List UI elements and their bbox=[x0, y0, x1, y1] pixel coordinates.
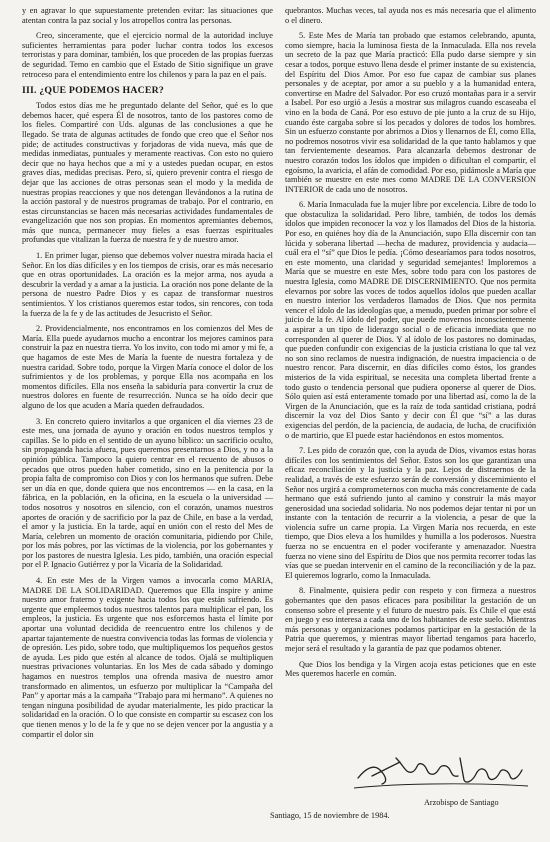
paragraph: 8. Finalmente, quisiera pedir con respeto y con firmeza a nuestros gobernantes que den pasos eficaces para posibilitar la gestación de un consenso sobre el presente y el futuro de nuestro país. Es Chile el que está en juego y eso interesa a cada uno de los habitantes de este suelo. Mientras más personas y organizaciones podamos participar en la gestación de la Patria que queremos, y mientras mayor libertad tengamos para hacerlo, mejor será el resultado y la garantía de paz que podamos obtener. bbox=[285, 586, 536, 653]
right-column bbox=[285, 6, 536, 745]
left-column bbox=[22, 6, 273, 745]
paragraph: 2. Providencialmente, nos encontramos en los comienzos del Mes de María. Ella puede ayudarnos mucho a encontrar los mejores caminos para construir la paz en nuestra tierra. Yo los invito, con todo mi amor y mi fe, a que hagamos de este Mes de María la fuente de nuestra fortaleza y de nuestra caridad. Sobre todo, porque la Virgen María conoce el dolor de los sufrimientos y de los problemas, y porque Ella nos acompaña en los momentos difíciles. Ella nos enseña la sabiduría para convertir la cruz de nuestros dolores en fuente de resurrección. Nunca se ha oído decir que alguno de los que acuden a María queden defraudados. bbox=[22, 324, 273, 410]
paragraph: 7. Les pido de corazón que, con la ayuda de Dios, vivamos estas horas difíciles con los sentimientos del Señor. Estos son los que garantizan una eficaz reconciliación y la justicia y la paz. Lejos de distraernos de la realidad, a través de este esfuerzo serán de conversión y discernimiento el Señor nos urgirá a comprometernos con mucha más concretamente de cada hermano que está sufriendo junto al camino y construir la más mayor generosidad una sociedad solidaria. No nos podemos dejar tentar ni por un instante con la tentación de recurrir a la violencia, a pesar de que la violencia sufre un carne propia. La Virgen María nos recuerda, en este tiempo, que Dios eleva a los humildes y humilla a los poderosos. Nuestra fuerza no se encuentra en el poder vociferante y amenazador. Nuestra fuerza no viene sino del Espíritu de Dios que nos permita recorrer todas las vías que se puedan intervenir en el camino de la reconciliación y de la paz. El quieremos lograrlo, como la Inmaculada. bbox=[285, 446, 536, 580]
section-heading: III. ¿QUE PODEMOS HACER? bbox=[22, 85, 164, 97]
handwritten-signature bbox=[352, 748, 532, 794]
signature-block bbox=[282, 748, 533, 808]
paragraph: Creo, sinceramente, que el ejercicio normal de la autoridad incluye suficientes herramientas para poder luchar contra todos los excesos terroristas y para dominar, también, los que proceden de las propias fuerzas de seguridad. Temo en cambio que el Estado de Sitio signifique un grave retroceso para el entendimiento entre los chilenos y para la paz en el país. bbox=[22, 31, 273, 79]
paragraph: Que Dios los bendiga y la Virgen acoja estas peticiones que en este Mes queremos hacerle en común. bbox=[285, 659, 536, 679]
paragraph: 1. En primer lugar, pienso que debemos volver nuestra mirada hacia el Señor. En los días difíciles y en los tiempos de crisis, orar es más necesario que en otras oportunidades. La oración es la mejor arma, nos ayuda a descubrir la verdad y a amar a la justicia. La oración nos pone delante de la persona de nuestro Padre Dios y es capaz de transformar nuestros sentimientos. Y los cristianos queremos estar todos, sin rencores, con toda la fuerza de la fe y de las actitudes de Jesucristo el Señor. bbox=[22, 251, 273, 318]
paragraph: quebrantos. Muchas veces, tal ayuda nos es más necesaria que el alimento o el dinero. bbox=[285, 6, 536, 25]
paragraph: y en agravar lo que supuestamente pretenden evitar: las situaciones que atentan contra la paz social y los atropellos contra las personas. bbox=[22, 6, 273, 25]
paragraph: 4. En este Mes de la Virgen vamos a invocarla como MARIA, MADRE DE LA SOLIDARIDAD. Queremos que Ella inspire y anime nuestro amor fraterno y exigente hacia todos los que están sufriendo. Es urgente que empleemos todos nuestros talentos para multiplicar el pan, los empleos, la justicia. Es urgente que nos esforcemos hasta el límite por aportar una voluntad decidida de reencuentro entre los chilenos y de apartar tajantemente de nuestra convivencia todas las formas de violencia y de opresión. Les pido, sobre todo, que multipliquemos los pequeños gestos de ayuda. Les pido que estén al alcance de todos. Ojalá se multipliquen nuestras privaciones voluntarias. En los Mes de cada sábado y domingo hagamos en nuestros templos una ofrenda masiva de nuestro amor transformado en alimentos, un esfuerzo por multiplicar la “Campaña del Pan” y aportar más a la campaña “Trabajo para mi hermano”. A quienes no tengan ninguna posibilidad de ayudar materialmente, les pido practicar la solidaridad en la oración. O lo que consiste en compartir su escasez con los que tienen menos y lo de la fe y que no se dejen vencer por la angustia y a compartir el dolor sin bbox=[22, 576, 273, 739]
signature-title: Arzobispo de Santiago bbox=[424, 798, 499, 807]
two-column-body bbox=[22, 6, 536, 745]
paragraph: 3. En concreto quiero invitarlos a que organicen el día viernes 23 de este mes, una jornada de ayuno y oración en todos nuestros templos y capillas. Se lo pido en el sentido de un ayuno bíblico: un sacrificio oculto, sin propaganda hacia afuera, pues queremos presentarnos a Dios, y no a la opinión pública. Tampoco la quiero centrar en el recuento de abusos o pecados que otros pueden haber cometido, sino en la penitencia por la propia falta de compromiso con Dios y con los hermanos que sufren. Debe ser un día en que, donde quiera que nos encontremos — en la casa, en la fábrica, en la población, en la oficina, en la escuela o la universidad — todos nosotros y nosotros en silencio, con el corazón, unamos nuestros aportes de oración y de sacrificio por la paz de Chile, en base a la verdad, el amor y la justicia. En la tarde, aquí en unión con el resto del Mes de María, celebren un momento de oración comunitaria, pidiendo por Chile, por los más pobres, por las víctimas de la violencia, por los gobernantes y por los pastores de nuestra Iglesia. Les pido, también, una oración especial por el P. Ignacio Gutiérrez y por la Vicaría de la Solidaridad. bbox=[22, 416, 273, 570]
place-date: Santiago, 15 de noviembre de 1984. bbox=[270, 811, 390, 820]
paragraph: Todos estos días me he preguntado delante del Señor, qué es lo que debemos hacer, qué espera Él de nosotros, tanto de los pastores como de los fieles. Compartiré con Uds. algunas de las conclusiones a que he llegado. Se trata de algunas actitudes de fondo que creo que el Señor nos pide; de actitudes constructivas y forjadoras de vida nueva, más que de medidas inmediatas, puntuales y meramente reactivas. Con esto no quiero decir que no haya hechos que a mí y a ustedes puedan ocupar, en estos graves días, medidas precisas. Pero, sí, quiero prevenir contra el riesgo de dejar que las acciones de otras personas sean el modo y la medida de nuestras propias reacciones y que nos detengan llevándonos a la rutina de la acción pastoral y de nuestros programas de trabajo. Por el contrario, en estas circunstancias se hacen más necesarias actividades fundamentales de evangelización que nos son propias. En momentos apremiantes debemos, más que nunca, permanecer muy fieles a esas fuerzas espirituales profundas que vitalizan la fuerza de nuestra fe y de nuestro amor. bbox=[22, 101, 273, 245]
paragraph: 6. María Inmaculada fue la mujer libre por excelencia. Libre de todo lo que obstaculiza la solidaridad. Pero libre, también, de todos los demás ídolos que impiden reconocer la voz y los llamados del Dios de la historia. Por eso, en quiénes hoy día de la Anunciación, supo Ella discernir con tan lúcida y soberana libertad —hecha de madurez, providencia y audacia— cuál era el “sí” que Dios le pedía. ¡Cómo desearíamos para todos nosotros, en este momento, una claridad y seguridad semejantes! Imploremos a María que se muestre en este Mes, sobre todo para con los pastores de nuestra Iglesia, como MADRE DE DISCERNIMIENTO. Que nos permita elevarnos por sobre las voces de todos aquellos ídolos que pueden acallar en nuestro interior los verdaderos llamados de Dios. Que nos permita vencer el ídolo de las ideologías que, a menudo, pueden primar por sobre el juicio de la fe. Al ídolo del poder, que puede movernos inconscientemente a aspirar a un tipo de liderazgo social o de eficacia inmediata que no corresponden al querer de Dios. Y al ídolo de los pastores no dominadas, que pueden confundir con exigencias de la justicia cristiana lo que tal vez no son sino reclamos de nuestra indignación, de nuestra impaciencia o de nuestro rencor. Para discernir, en días difíciles como éstos, los grandes misterios de la vida espiritual, se necesita una completa libertad frente a todo gusto o tendencia personal que pudiera oponerse al querer de Dios. Sólo quien así está enteramente tomado por una libertad así, como la de la Virgen de la Anunciación, que es la raíz de toda santidad cristiana, podrá discernir la voz del Dios Santo y decir con Él que “sí” a las duras exigencias del perdón, de la paciencia, de audacia, de lucha, de crucifixión o de martirio, que El puede estar haciéndonos en estos momentos. bbox=[285, 200, 536, 440]
paragraph: 5. Este Mes de María tan probado que estamos celebrando, apunta, como siempre, hacia la luminosa fiesta de la Inmaculada. Ella nos revela un secreto de la paz que María practicó: Ella pudo darse siempre y sin cesar a todos, porque estuvo llena desde el primer instante de su existencia, del Espíritu del Dios Amor. Por eso fue capaz de cambiar sus planes personales y de aceptar, por amor a su pueblo y a la humanidad entera, convertirse en Madre del Salvador. Por eso cruzó montañas para ir a servir a Isabel. Por eso urgió a Jesús a mostrar sus milagros cuando escaseaba el vino en la boda de Caná. Por eso estuvo de pie junto a la cruz de su Hijo, cuando éste cargaba sobre sí los pecados y dolores de todos los hombres. Sin un esfuerzo constante por abrirnos a Dios y llenarnos de Él, como Ella, no podremos nosotros vivir esa solidaridad de la que tanto hablamos y que tan fervientemente deseamos. Para alcanzarla debemos destronar de nuestro corazón todos los ídolos que impiden o dificultan el compartir, el egoísmo, la avaricia, el afán de comodidad. Por eso, pidámosle a María que también se muestre en este mes como MADRE DE LA CONVERSION INTERIOR de cada uno de nosotros. bbox=[285, 31, 536, 194]
